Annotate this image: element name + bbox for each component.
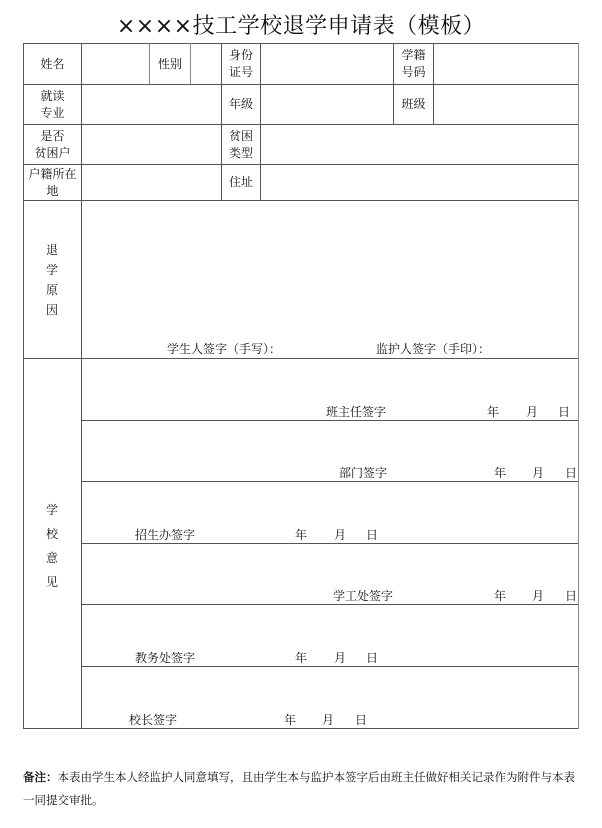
opinion-char: 见 xyxy=(45,575,58,589)
gender-field[interactable] xyxy=(191,44,221,84)
principal-signature-label: 校长签字 xyxy=(129,713,178,727)
admissions-signature-label: 招生办签字 xyxy=(135,528,196,542)
date-year: 年 xyxy=(494,466,507,480)
date-day: 日 xyxy=(355,713,368,727)
major-label xyxy=(24,85,81,124)
school-opinion-label xyxy=(42,498,62,594)
date-month: 月 xyxy=(334,528,347,542)
major-label-line1: 就读 xyxy=(40,88,65,103)
date-year: 年 xyxy=(494,589,507,603)
date-day: 日 xyxy=(366,651,379,665)
poor-type-label-line1: 贫困 xyxy=(228,128,253,143)
reason-char: 退 xyxy=(45,243,58,257)
poor-label-line1: 是否 xyxy=(40,128,65,143)
grade-field[interactable] xyxy=(261,85,393,124)
poverty-type-field[interactable] xyxy=(261,125,578,164)
poverty-type-label xyxy=(222,125,260,164)
id-number-label xyxy=(222,44,260,84)
opinion-char: 意 xyxy=(45,551,58,565)
poverty-household-label xyxy=(24,125,81,164)
form-title: ××××技工学校退学申请表（模板） xyxy=(116,14,486,39)
student-no-label-line2: 号码 xyxy=(401,65,426,79)
id-label-line2: 证号 xyxy=(228,65,253,79)
address-label: 住址 xyxy=(228,175,253,189)
date-year: 年 xyxy=(295,528,308,542)
student-number-label xyxy=(394,44,433,84)
name-label: 姓名 xyxy=(40,56,65,71)
opinion-char: 学 xyxy=(45,503,58,517)
id-label-line1: 身份 xyxy=(228,48,253,62)
department-signature-label: 部门签字 xyxy=(339,466,388,480)
poverty-household-field[interactable] xyxy=(82,125,221,164)
hukou-label xyxy=(24,165,81,200)
reason-char: 学 xyxy=(45,263,58,277)
date-month: 月 xyxy=(322,713,335,727)
class-field[interactable] xyxy=(434,85,578,124)
student-affairs-signature-label: 学工处签字 xyxy=(333,589,394,603)
withdrawal-reason-field[interactable] xyxy=(82,201,578,336)
date-year: 年 xyxy=(295,651,308,665)
date-month: 月 xyxy=(334,651,347,665)
remarks-prefix: 备注： xyxy=(23,770,58,784)
date-month: 月 xyxy=(532,466,545,480)
major-field[interactable] xyxy=(82,85,221,124)
date-day: 日 xyxy=(565,589,578,603)
head-teacher-signature-label: 班主任签字 xyxy=(326,405,387,419)
date-day: 日 xyxy=(565,466,578,480)
date-year: 年 xyxy=(284,713,297,727)
student-signature-label: 学生人签字（手写）： xyxy=(167,342,282,356)
poor-type-label-line2: 类型 xyxy=(228,145,253,160)
student-number-field[interactable] xyxy=(434,44,578,84)
grade-label: 年级 xyxy=(228,97,253,111)
remarks-text: 本表由学生本人经监护人同意填写，且由学生本与监护本签字后由班主任做好相关记录作为附件与本表一同提交审批。 xyxy=(23,770,575,807)
opinion-char: 校 xyxy=(45,527,58,541)
student-no-label-line1: 学籍 xyxy=(401,48,426,62)
date-year: 年 xyxy=(487,405,500,419)
id-number-field[interactable] xyxy=(261,44,393,84)
date-month: 月 xyxy=(526,405,539,419)
remarks-note xyxy=(23,766,583,812)
guardian-signature-label: 监护人签字（手印）： xyxy=(376,342,491,356)
address-field[interactable] xyxy=(261,165,578,200)
poor-label-line2: 贫困户 xyxy=(34,145,71,160)
date-day: 日 xyxy=(558,405,571,419)
hukou-label-line2: 地 xyxy=(46,183,59,198)
date-month: 月 xyxy=(532,589,545,603)
reason-char: 因 xyxy=(45,303,58,317)
academic-affairs-signature-label: 教务处签字 xyxy=(135,651,196,665)
hukou-field[interactable] xyxy=(82,165,221,200)
major-label-line2: 专业 xyxy=(40,105,65,120)
reason-char: 原 xyxy=(45,283,58,297)
class-label: 班级 xyxy=(401,97,426,111)
name-field[interactable] xyxy=(82,44,149,84)
date-day: 日 xyxy=(366,528,379,542)
gender-label: 性别 xyxy=(157,56,182,71)
hukou-label-line1: 户籍所在 xyxy=(28,166,77,181)
withdrawal-reason-label xyxy=(42,240,62,320)
